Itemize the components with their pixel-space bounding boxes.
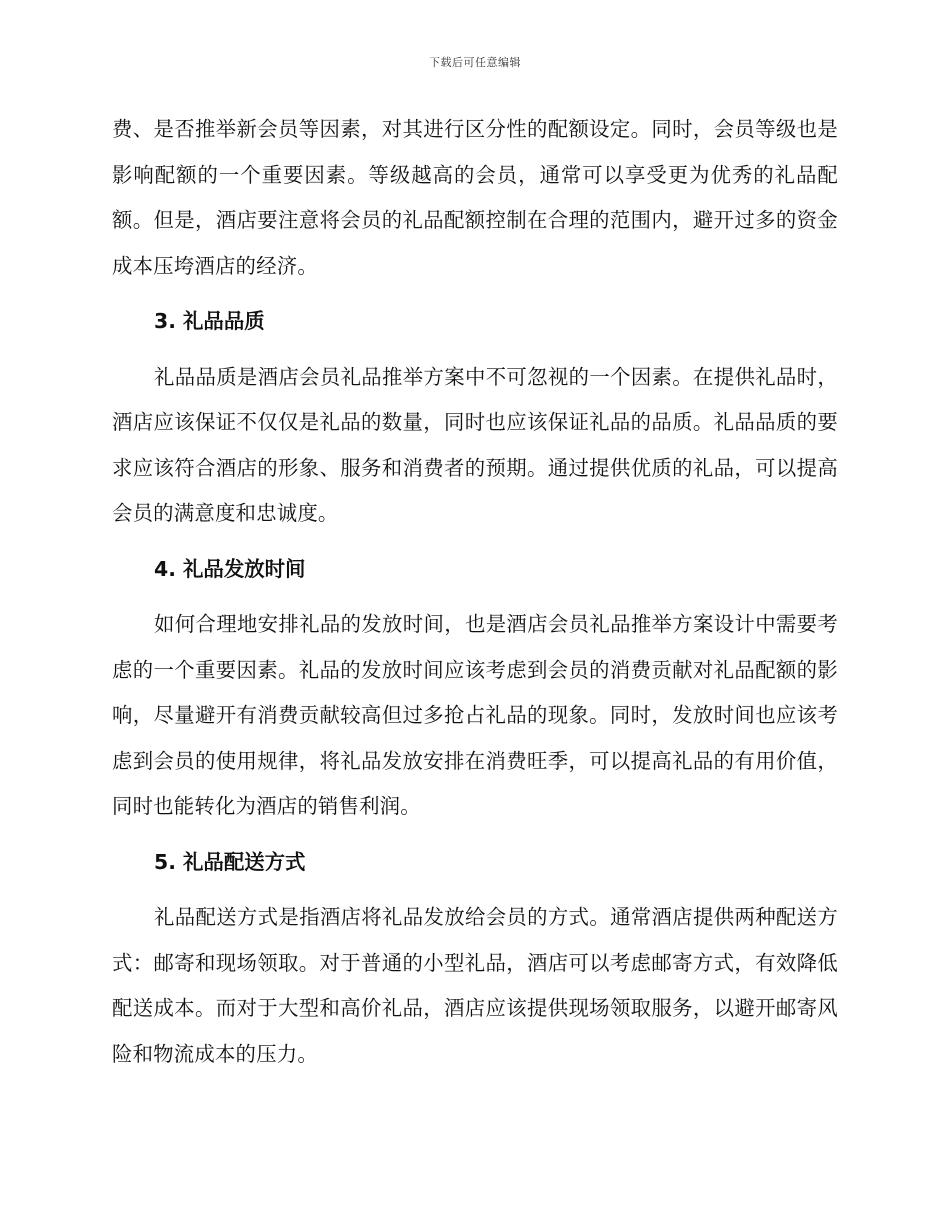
intro-paragraph: 费、是否推举新会员等因素，对其进行区分性的配额设定。同时，会员等级也是影响配额的一个重要因素。等级越高的会员，通常可以享受更为优秀的礼品配额。但是，酒店要注意将会员的礼品配额控制在合理的范围内，避开过多的资金成本压垮酒店的经济。 <box>112 117 838 278</box>
header-note: 下载后可任意编辑 <box>429 56 521 69</box>
spacer <box>112 289 838 299</box>
section-body-quality: 礼品品质是酒店会员礼品推举方案中不可忽视的一个因素。在提供礼品时，酒店应该保证不仅仅是礼品的数量，同时也应该保证礼品的品质。礼品品质的要求应该符合酒店的形象、服务和消费者的预期。通过提供优质的礼品，可以提高会员的满意度和忠诚度。 <box>112 364 838 525</box>
spacer <box>112 592 838 602</box>
section-body-timing: 如何合理地安排礼品的发放时间，也是酒店会员礼品推举方案设计中需要考虑的一个重要因素。礼品的发放时间应该考虑到会员的消费贡献对礼品配额的影响，尽量避开有消费贡献较高但过多抢占礼品的现象。同时，发放时间也应该考虑到会员的使用规律，将礼品发放安排在消费旺季，可以提高礼品的有用价值，同时也能转化为酒店的销售利润。 <box>112 612 838 818</box>
spacer <box>112 830 838 840</box>
section-heading-delivery: 5. 礼品配送方式 <box>154 849 306 874</box>
document-body <box>112 107 838 1077</box>
section-body-delivery: 礼品配送方式是指酒店将礼品发放给会员的方式。通常酒店提供两种配送方式：邮寄和现场领取。对于普通的小型礼品，酒店可以考虑邮寄方式，有效降低配送成本。而对于大型和高价礼品，酒店应该提供现场领取服务，以避开邮寄风险和物流成本的压力。 <box>112 905 838 1066</box>
section-heading-quality: 3. 礼品品质 <box>154 309 265 333</box>
section-heading-timing: 4. 礼品发放时间 <box>154 556 306 581</box>
spacer <box>112 345 838 355</box>
spacer <box>112 885 838 895</box>
spacer <box>112 537 838 547</box>
